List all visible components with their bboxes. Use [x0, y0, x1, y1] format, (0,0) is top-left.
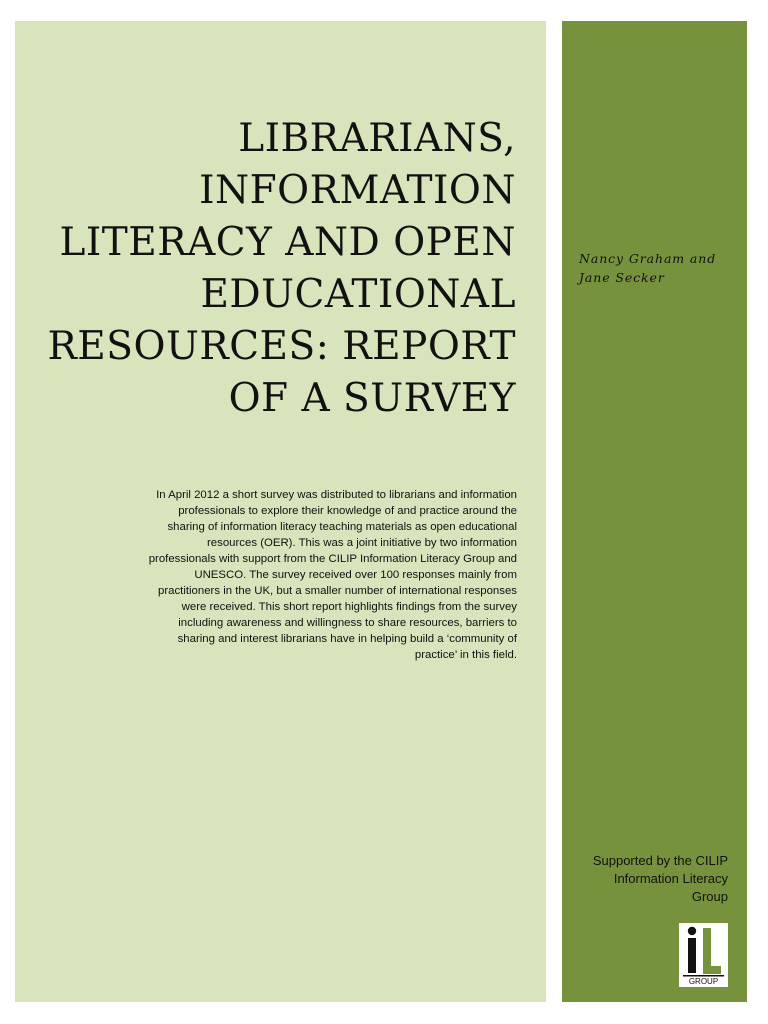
- cover-main-panel: [15, 21, 546, 1002]
- abstract-line: sharing of information literacy teaching materials as open educational: [167, 521, 517, 533]
- abstract-line: sharing and interest librarians have in helping build a ‘community of: [177, 633, 517, 645]
- author-line: Nancy Graham and: [579, 251, 717, 266]
- title-line: EDUCATIONAL: [200, 272, 516, 317]
- cover-sidebar: [562, 21, 747, 1002]
- abstract-line: were received. This short report highlights findings from the survey: [181, 601, 517, 613]
- abstract-line: professionals with support from the CILIP Information Literacy Group and: [148, 553, 517, 565]
- author-line: Jane Secker: [579, 270, 665, 285]
- title-line: LIBRARIANS,: [238, 116, 516, 161]
- title-line: INFORMATION: [199, 168, 516, 213]
- abstract-line: In April 2012 a short survey was distributed to librarians and information: [156, 489, 517, 501]
- title-line: RESOURCES: REPORT: [47, 324, 516, 369]
- abstract-line: professionals to explore their knowledge of and practice around the: [178, 505, 517, 517]
- abstract-line: UNESCO. The survey received over 100 responses mainly from: [194, 569, 517, 581]
- report-title: [46, 113, 516, 425]
- abstract-line: including awareness and willingness to share resources, barriers to: [178, 617, 517, 629]
- supported-line: Supported by the CILIP: [592, 853, 728, 868]
- supported-line: Group: [691, 889, 728, 904]
- abstract-line: resources (OER). This was a joint initiative by two information: [207, 537, 517, 549]
- logo-i-stem: [688, 938, 696, 973]
- title-line: LITERACY AND OPEN: [59, 220, 516, 265]
- logo-group-text: GROUP: [688, 977, 719, 986]
- logo-l-foot: [703, 966, 721, 974]
- report-authors: [579, 249, 739, 287]
- abstract-line: practitioners in the UK, but a smaller number of international responses: [158, 585, 517, 597]
- report-abstract: [87, 487, 517, 663]
- supported-by-note: [558, 852, 728, 906]
- title-line: OF A SURVEY: [228, 376, 516, 421]
- abstract-line: practice’ in this field.: [414, 649, 517, 661]
- il-group-logo-icon: [679, 923, 728, 987]
- logo-i-dot: [688, 927, 696, 935]
- supported-line: Information Literacy: [613, 871, 728, 886]
